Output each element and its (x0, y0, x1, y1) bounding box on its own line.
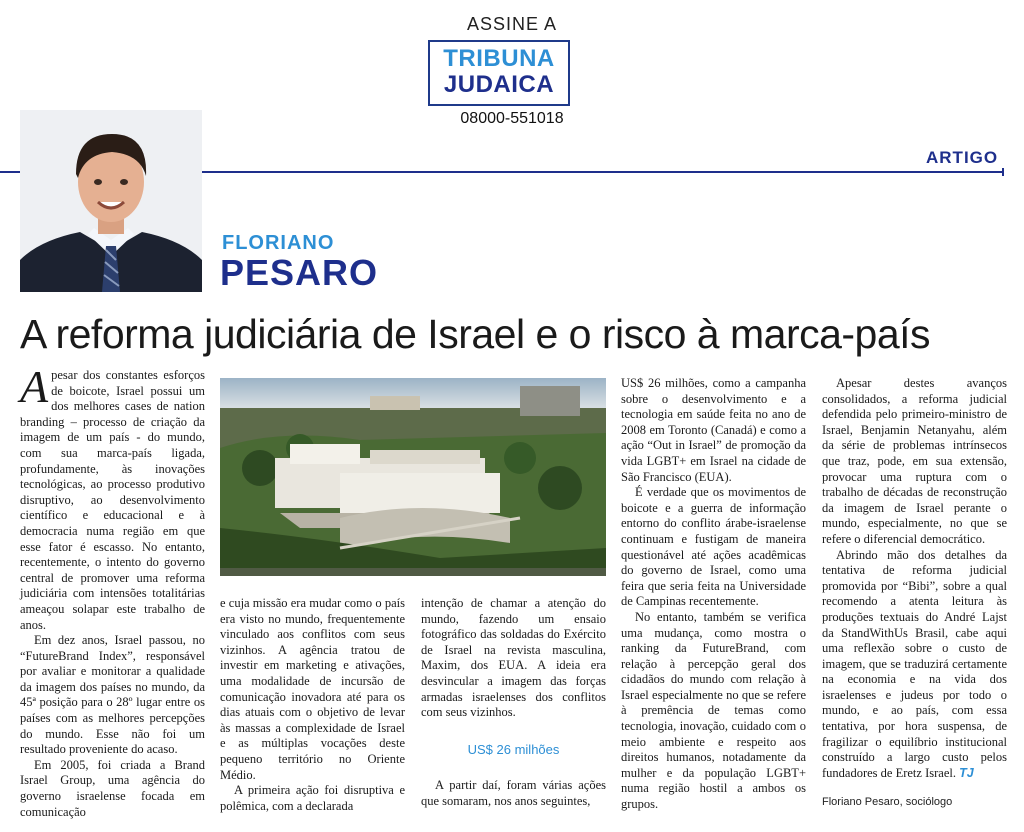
paragraph-text: Abrindo mão dos detalhes da tentativa de reforma judicial promovida por “Bibi”, sobre a qual recomendo a atenta leitura às produções textuais do André Lajst da StandWithUs Brasil, cabe aqui uma reflexão sobre o custo de imagem, que se traduzirá certamente na economia e na vida dos israelenses e judeus por todo o mundo, e ao país, com essa tentativa, por hora suspensa, de fragilizar o equilíbrio institucional construído a largo custo pelos fundadores de Eretz Israel. (822, 547, 1007, 780)
author-portrait (20, 110, 202, 292)
article-column-1 (20, 361, 205, 820)
paragraph: US$ 26 milhões, como a campanha sobre o desenvolvimento e a tecnologia em saúde feita no ano de 2008 em Toronto (Canadá) e como a ação “Out in Israel” de promoção da vida LGBT+ em Israel na cidade de São Francisco (EUA). (621, 376, 806, 484)
paragraph: pesar dos constantes esforços de boicote, Israel possui um dos melhores cases de nation branding – processo de criação da imagem de um país - do mundo, com sua marca-país ligada, profundamente, às inovações tecnológicas, ao processo produtivo disruptivo, ao desenvolvimento científico e educacional e à democracia numa região em que esse fator é escasso. No entanto, recentemente, o intento do governo central de promover uma reforma judiciária com intensões totalitárias ameaçou solapar este trabalho de anos. (20, 368, 205, 632)
author-portrait-illustration (20, 110, 202, 292)
subheading: US$ 26 milhões (467, 741, 560, 757)
paragraph: intenção de chamar a atenção do mundo, fazendo um ensaio fotográfico das soldadas do Exército de Israel na revista masculina, Maxim, dos EUA. A ideia era desvincular a imagem das forças armadas israelenses dos conflitos com seus vizinhos. (421, 596, 606, 720)
author-last-name: PESARO (220, 252, 379, 293)
paragraph: Em dez anos, Israel passou, no “FutureBrand Index”, responsável por avaliar e monitorar a qualidade da imagem dos países no mundo, da 45ª posição para o 28º lugar entre os países com as melhores percepções do mundo. Esse não foi um resultado proveniente do acaso. (20, 633, 205, 757)
paragraph: No entanto, também se verifica uma mudança, como mostra o ranking da FutureBrand, com relação à percepção geral dos cidadãos do mundo com relação à Israel especialmente no que se refere à premência de temas como tecnologia, inovação, cuidado com o meio ambiente e respeito aos direitos humanos, notadamente da mulher e da população LGBT+ numa região hostil a ambos os grupos. (621, 609, 806, 812)
article-column-3 (421, 596, 606, 810)
article-column-5 (822, 376, 1007, 811)
drop-cap: A (20, 361, 49, 412)
author-signature: Floriano Pesaro, sociólogo (822, 796, 953, 809)
end-mark: TJ (959, 765, 974, 780)
paragraph (822, 548, 1007, 782)
paragraph: É verdade que os movimentos de boicote e a guerra de informação entorno do conflito árabe-israelense continuam e fustigam de maneira questionável até ações acadêmicas do governo de Israel, como uma feira que seria feita na Universidade de Campinas recentemente. (621, 485, 806, 609)
paragraph: Apesar destes avanços consolidados, a reforma judicial defendida pelo primeiro-ministro de Israel, Benjamin Netanyahu, além da série de problemas intrínsecos que traz, pode, em sua extensão, provocar uma ruptura com o trabalho de décadas de reconstrução da imagem de Israel perante o mundo, especialmente, no que se refere o diferencial democrático. (822, 376, 1007, 546)
paragraph: Em 2005, foi criada a Brand Israel Group, uma agência do governo israelense focada em comunicação (20, 757, 205, 819)
logo-line-2: JUDAICA (443, 71, 555, 98)
paragraph: e cuja missão era mudar como o país era visto no mundo, frequentemente vinculado aos conflitos com seus vizinhos. A agência tratou de investir em marketing e ativações, uma modalidade de incursão de comunicação inovadora até para os dias atuais com o objetivo de levar às massas a complexidade de Israel e as múltiplas vocações deste pequeno território no Oriente Médio. (220, 596, 405, 782)
building-aerial-illustration (220, 378, 606, 576)
subscribe-label: ASSINE A (466, 14, 558, 34)
paragraph: A partir daí, foram várias ações que somaram, nos anos seguintes, (421, 778, 606, 808)
article-headline: A reforma judiciária de Israel e o risco à marca-país (20, 311, 931, 357)
phone-number: 08000-551018 (460, 110, 564, 127)
paragraph: A primeira ação foi disruptiva e polêmica, com a declarada (220, 783, 405, 813)
author-first-name: FLORIANO (222, 232, 335, 254)
logo-line-1: TRIBUNA (443, 45, 555, 72)
article-column-4 (621, 376, 806, 813)
section-label: ARTIGO (926, 148, 999, 167)
supreme-court-photo (220, 378, 606, 576)
article-column-2 (220, 596, 405, 814)
tribuna-judaica-logo[interactable] (428, 40, 570, 106)
section-rule-end (1002, 168, 1004, 176)
